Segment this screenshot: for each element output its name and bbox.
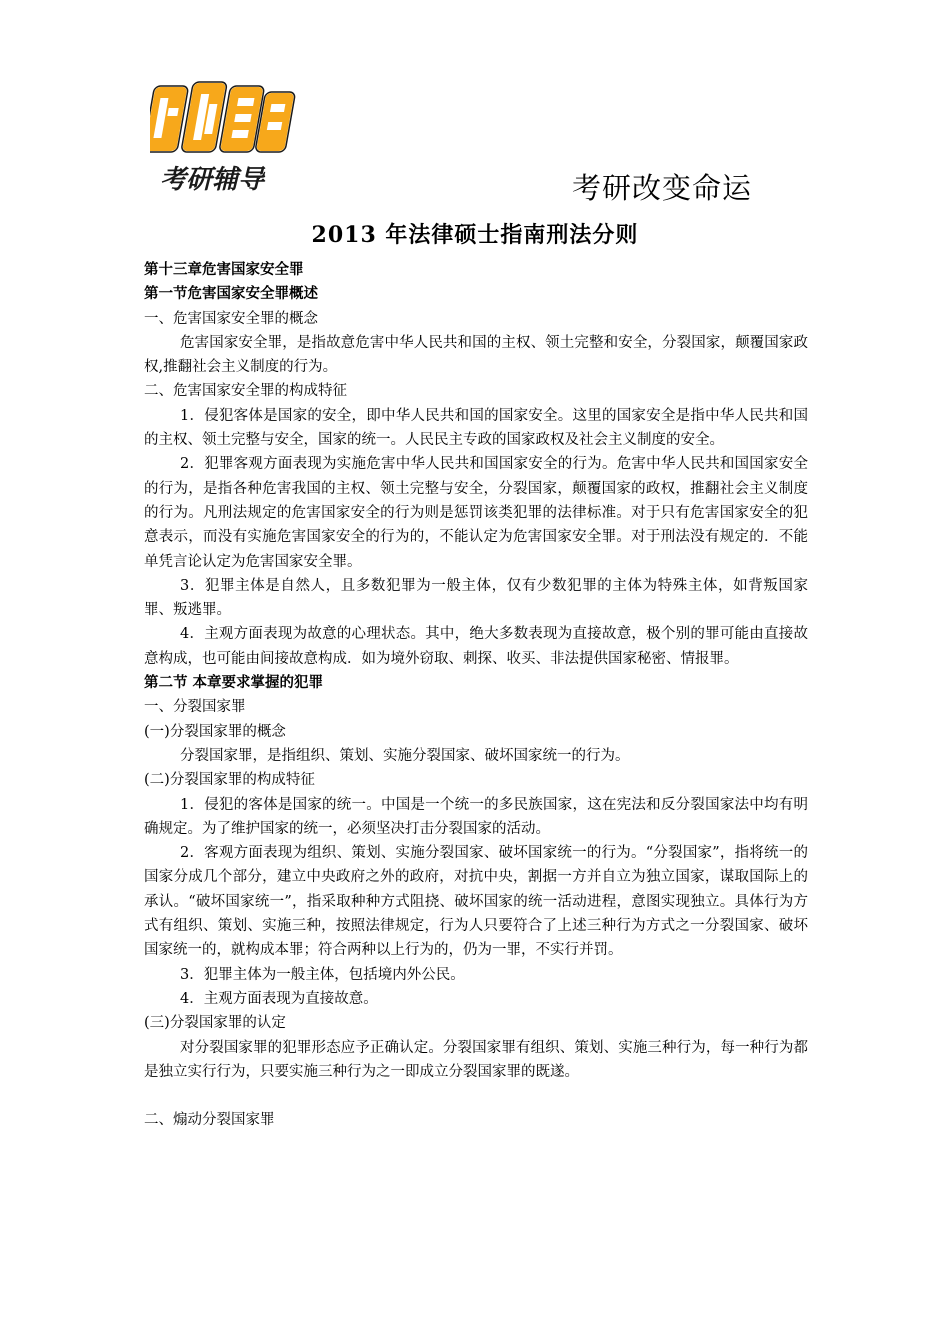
subheading: 二、危害国家安全罪的构成特征: [144, 383, 347, 400]
slogan: 考研改变命运: [571, 171, 752, 205]
page-title: 2013 年法律硕士指南刑法分则: [311, 222, 639, 248]
paragraph: 1．侵犯的客体是国家的统一。中国是一个统一的多民族国家，这在宪法和反分裂国家法中均有明确规定。为了维护国家的统一，必须坚决打击分裂国家的活动。: [144, 796, 808, 837]
logo-text: 考研辅导: [160, 165, 265, 195]
subheading: (二)分裂国家罪的构成特征: [144, 772, 315, 789]
paragraph: 3．犯罪主体为一般主体，包括境内外公民。: [180, 966, 465, 983]
subheading: 二、煽动分裂国家罪: [144, 1112, 275, 1129]
paragraph: 2．客观方面表现为组织、策划、实施分裂国家、破坏国家统一的行为。“分裂国家”，指将统一的国家分成几个部分，建立中央政府之外的政府，对抗中央，割据一方并自立为独立国家，谋取国际上的承认。“破坏国家统一”，指采取种种方式阻挠、破坏国家的统一活动进程，意图实现独立。具体行为方式有组织、策划、实施三种，按照法律规定，行为人只要符合了上述三种行为方式之一分裂国家、破坏国家统一的，就构成本罪；符合两种以上行为的，仍为一罪，不实行并罚。: [144, 845, 808, 959]
paragraph: 2．犯罪客观方面表现为实施危害中华人民共和国国家安全的行为。危害中华人民共和国国家安全的行为，是指各种危害我国的主权、领土完整与安全，分裂国家，颠覆国家的政权，推翻社会主义制度的行为。凡刑法规定的危害国家安全的行为则是惩罚该类犯罪的法律标准。对于只有危害国家安全的犯意表示，而没有实施危害国家安全的行为的，不能认定为危害国家安全罪。对于刑法没有规定的．不能单凭言论认定为危害国家安全罪。: [144, 456, 808, 570]
paragraph: 3．犯罪主体是自然人，且多数犯罪为一般主体，仅有少数犯罪的主体为特殊主体，如背叛国家罪、叛逃罪。: [144, 577, 808, 619]
chapter-heading: 第十三章危害国家安全罪: [144, 261, 304, 278]
paragraph: 危害国家安全罪，是指故意危害中华人民共和国的主权、领土完整和安全，分裂国家，颠覆国家政权,推翻社会主义制度的行为。: [144, 334, 808, 376]
paragraph: 对分裂国家罪的犯罪形态应予正确认定。分裂国家罪有组织、策划、实施三种行为，每一种行为都是独立实行行为，只要实施三种行为之一即成立分裂国家罪的既遂。: [144, 1039, 808, 1080]
section-1-heading: 第一节危害国家安全罪概述: [144, 285, 318, 303]
paragraph: 1．侵犯客体是国家的安全，即中华人民共和国的国家安全。这里的国家安全是指中华人民共和国的主权、领土完整与安全，国家的统一。人民民主专政的国家政权及社会主义制度的安全。: [144, 407, 808, 449]
paragraph: 分裂国家罪，是指组织、策划、实施分裂国家、破坏国家统一的行为。: [180, 747, 630, 764]
subheading: (三)分裂国家罪的认定: [144, 1015, 286, 1032]
subheading: (一)分裂国家罪的概念: [144, 723, 286, 740]
kaicheng-logo: [150, 78, 302, 196]
paragraph: 4．主观方面表现为故意的心理状态。其中，绝大多数表现为直接故意，极个别的罪可能由直接故意构成，也可能由间接故意构成．如为境外窃取、刺探、收买、非法提供国家秘密、情报罪。: [144, 626, 808, 667]
paragraph: 4．主观方面表现为直接故意。: [180, 990, 378, 1007]
subheading: 一、分裂国家罪: [144, 699, 246, 716]
section-2-heading: 第二节 本章要求掌握的犯罪: [144, 674, 324, 692]
document-body: [144, 258, 808, 1132]
subheading: 一、危害国家安全罪的概念: [144, 310, 318, 327]
